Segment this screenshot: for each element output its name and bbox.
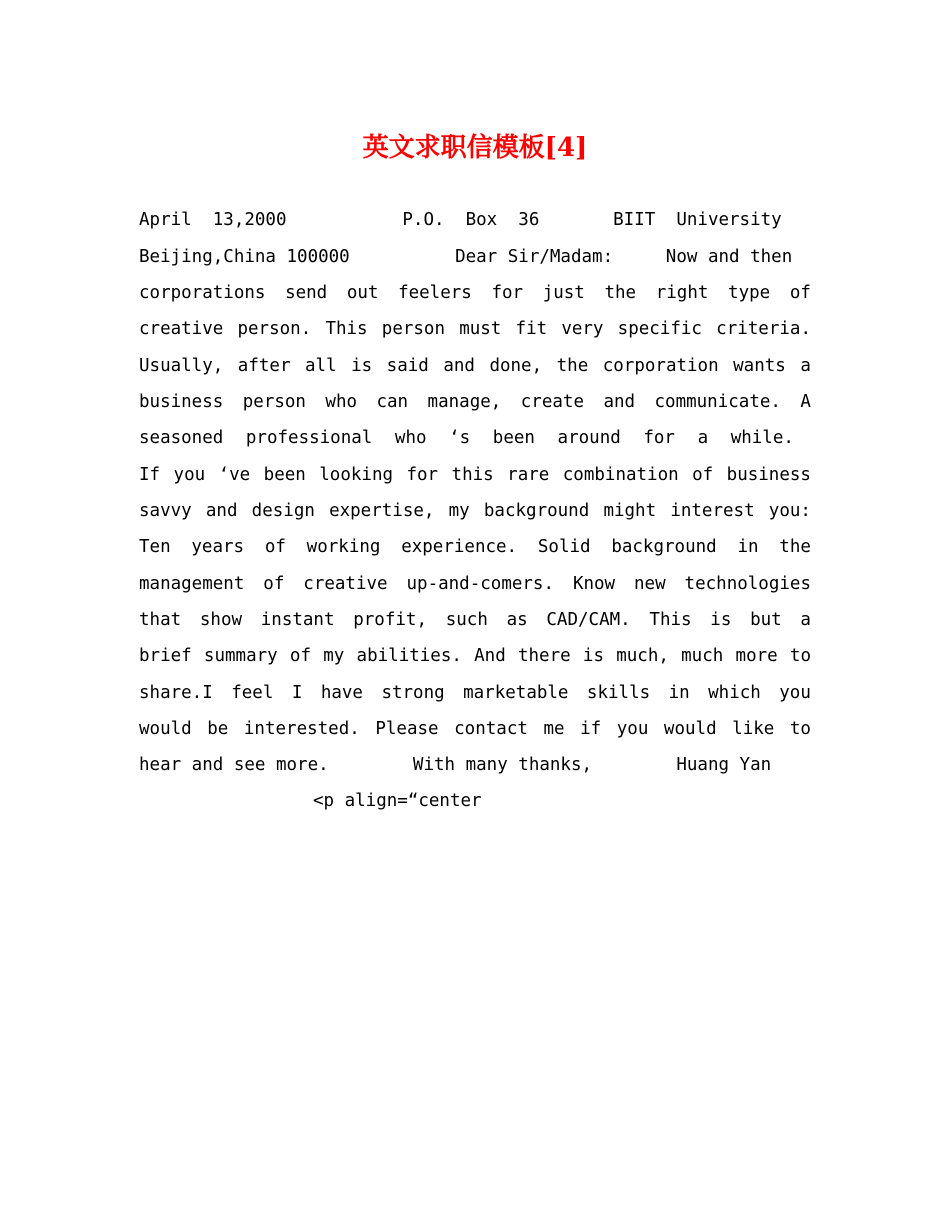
word: fit [515,319,548,339]
word: manage, [427,392,502,412]
word: in [668,683,690,703]
word: interested. [243,719,360,739]
word: there [517,646,571,666]
word: while. [730,428,794,448]
word: like [732,719,775,739]
word: savvy [139,501,192,521]
word: marketable [463,683,569,703]
word: person [381,319,445,339]
letter-line-body [139,711,811,747]
word: background [483,501,590,521]
word: corporation [602,356,719,376]
word: create [520,392,584,412]
word: me [543,719,565,739]
word: combination [562,465,679,485]
word: is [710,610,732,630]
word: for [406,465,439,485]
word: of [789,283,811,303]
word: wants [733,356,786,376]
word: such [445,610,488,630]
word: but [750,610,782,630]
word: been [263,465,306,485]
word: feel [231,683,274,703]
word: up-and-comers. [406,574,555,594]
word: have [320,683,363,703]
word: profit, [353,610,427,630]
word: expertise, [329,501,435,521]
letter-line-date-address: April 13,2000 P.O. Box 36 BIIT University [139,210,782,230]
word: right [655,283,709,303]
word: abilities. [356,646,462,666]
letter-line-body [139,420,794,456]
word: would [139,719,192,739]
word: for [643,428,675,448]
word: been [492,428,535,448]
word: person. [237,319,312,339]
word: ‘ve [218,465,251,485]
letter-line-body [139,275,811,311]
word: of [289,646,311,666]
letter-line-closing-signature: hear and see more. With many thanks, Huang Yan [139,755,772,775]
word: of [263,574,285,594]
word: who [394,428,427,448]
letter-line-city-greeting: Beijing,China 100000 Dear Sir/Madam: Now and then [139,247,793,267]
word: ‘s [449,428,471,448]
word: you [173,465,206,485]
word: business [139,392,224,412]
word: skills [586,683,651,703]
word: is [582,646,604,666]
word: If [139,465,161,485]
word: creative [303,574,388,594]
word: Please [375,719,439,739]
word: person [242,392,306,412]
word: send [285,283,328,303]
letter-line-stray-markup: <p align=“center [313,791,482,811]
letter-line-body [139,311,811,347]
letter-line-body [139,602,811,638]
word: that [139,610,182,630]
word: the [779,537,811,557]
word: you [616,719,649,739]
word: corporations [139,283,266,303]
word: I [291,683,303,703]
word: Usually, [139,356,224,376]
word: business [726,465,811,485]
word: after [237,356,291,376]
letter-line-body [139,457,811,493]
word: can [376,392,409,412]
word: around [557,428,621,448]
word: A [800,392,811,412]
word: looking [319,465,394,485]
word: to [789,646,811,666]
word: specific [617,319,702,339]
word: feelers [398,283,472,303]
word: is [351,356,373,376]
word: interest [670,501,755,521]
word: of [264,537,286,557]
word: might [603,501,657,521]
word: of [692,465,714,485]
letter-line-body [139,493,811,529]
word: summary [203,646,278,666]
letter-line-body [139,638,811,674]
word: new [634,574,666,594]
word: and [205,501,238,521]
word: much, [616,646,669,666]
word: Ten [139,537,171,557]
word: would [663,719,717,739]
word: which [708,683,761,703]
word: for [491,283,524,303]
word: out [346,283,379,303]
word: and [603,392,636,412]
word: all [304,356,337,376]
word: This [649,610,692,630]
word: show [199,610,243,630]
word: much [681,646,724,666]
word: share.I [139,683,213,703]
word: must [459,319,502,339]
word: Know [572,574,616,594]
letter-line-body [139,348,811,384]
word: as [506,610,528,630]
word: just [542,283,585,303]
word: be [207,719,229,739]
document-title: 英文求职信模板[4] [362,133,588,163]
word: working [306,537,381,557]
letter-line-body [139,566,811,602]
word: criteria. [716,319,811,339]
word: and [443,356,475,376]
word: more [735,646,778,666]
letter-line-body [139,384,811,420]
word: This [325,319,368,339]
word: seasoned [139,428,224,448]
word: who [325,392,358,412]
word: CAD/CAM. [546,610,631,630]
word: you: [768,501,811,521]
word: if [580,719,602,739]
word: said [386,356,429,376]
word: years [191,537,245,557]
word: contact [454,719,528,739]
word: my [448,501,470,521]
word: a [800,610,811,630]
word: the [556,356,589,376]
letter-line-body [139,675,811,711]
word: this [451,465,494,485]
word: technologies [684,574,811,594]
word: a [800,356,811,376]
word: very [561,319,604,339]
word: the [604,283,637,303]
word: Solid [537,537,591,557]
word: instant [260,610,335,630]
word: in [737,537,759,557]
word: done, [489,356,543,376]
word: communicate. [654,392,781,412]
word: you [779,683,811,703]
word: my [323,646,345,666]
word: design [251,501,315,521]
word: to [789,719,811,739]
word: creative [139,319,224,339]
word: management [139,574,245,594]
word: experience. [401,537,518,557]
word: type [728,283,771,303]
word: And [474,646,506,666]
word: background [611,537,717,557]
word: professional [245,428,373,448]
word: rare [507,465,550,485]
word: brief [139,646,192,666]
word: a [697,428,709,448]
letter-line-body [139,529,811,565]
word: strong [381,683,445,703]
